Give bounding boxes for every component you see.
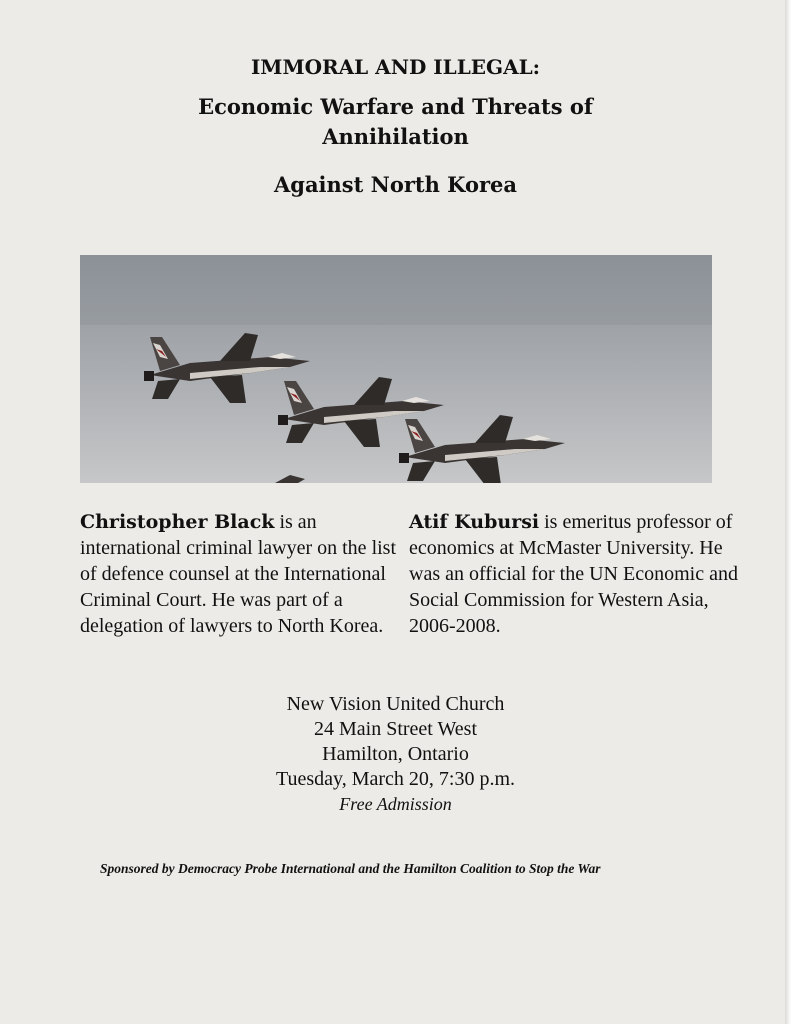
sponsor-line: Sponsored by Democracy Probe International and the Hamilton Coalition to Stop the War [100, 861, 601, 876]
speaker-bio-atif-kubursi [409, 509, 739, 639]
fighter-jets-formation-icon [80, 255, 712, 483]
venue-city: Hamilton, Ontario [322, 743, 469, 765]
headline-line-3: Against North Korea [273, 172, 518, 197]
speaker-bio-christopher-black [80, 509, 400, 639]
event-details [0, 692, 791, 817]
fighter-jets-photo [80, 255, 712, 483]
event-datetime: Tuesday, March 20, 7:30 p.m. [275, 768, 516, 790]
headline-line-1: IMMORAL AND ILLEGAL: [250, 55, 541, 79]
venue-name: New Vision United Church [286, 693, 505, 715]
headline [0, 52, 791, 200]
speaker-name: Christopher Black [80, 511, 275, 533]
headline-line-2: Economic Warfare and Threats of Annihilation [198, 94, 593, 149]
admission-note: Free Admission [339, 794, 452, 814]
speaker-description: is emeritus professor of economics at McMaster University. He was an official for the UN Economic and Social Commission for Western Asia, 2006-2008. [409, 511, 738, 637]
speaker-description: is an international criminal lawyer on the list of defence counsel at the International Criminal Court. He was part of a delegation of lawyers to North Korea. [80, 511, 397, 637]
speaker-name: Atif Kubursi [409, 511, 540, 533]
venue-street: 24 Main Street West [314, 718, 477, 740]
